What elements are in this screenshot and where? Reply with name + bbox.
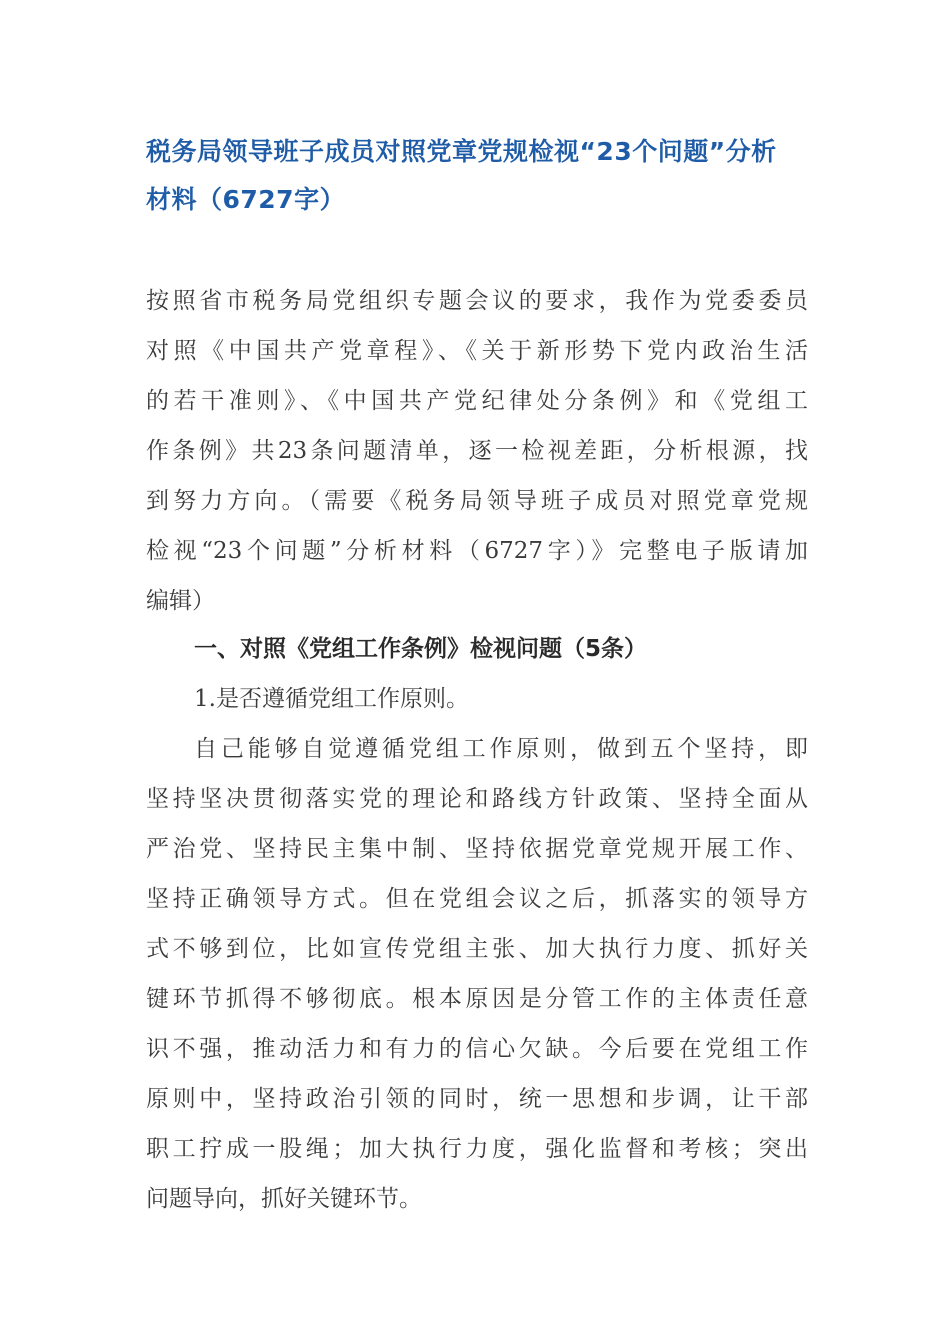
paragraph-line: 自己能够自觉遵循党组工作原则，做到五个坚持，即 <box>194 736 808 762</box>
paragraph-line: 作条例》共23条问题清单，逐一检视差距，分析根源，找 <box>146 438 808 464</box>
intro-paragraph <box>146 276 808 626</box>
paragraph-line: 坚持正确领导方式。但在党组会议之后，抓落实的领导方 <box>146 886 808 912</box>
item-body-paragraph <box>146 724 808 1224</box>
paragraph-line: 的若干准则》、《中国共产党纪律处分条例》和《党组工 <box>146 388 808 414</box>
paragraph-line: 对照《中国共产党章程》、《关于新形势下党内政治生活 <box>146 338 808 364</box>
paragraph-line: 编辑） <box>146 588 215 614</box>
paragraph-line: 检视“23个问题”分析材料（6727字）》完整电子版请加 <box>146 538 808 564</box>
paragraph-line: 原则中，坚持政治引领的同时，统一思想和步调，让干部 <box>146 1086 808 1112</box>
title-line: 税务局领导班子成员对照党章党规检视“23个问题”分析 <box>146 137 777 166</box>
paragraph-line: 职工拧成一股绳；加大执行力度，强化监督和考核；突出 <box>146 1136 808 1162</box>
paragraph-line: 严治党、坚持民主集中制、坚持依据党章党规开展工作、 <box>146 836 808 862</box>
title-line: 材料（6727字） <box>146 185 346 214</box>
paragraph-line: 问题导向，抓好关键环节。 <box>146 1186 422 1212</box>
paragraph-line: 式不够到位，比如宣传党组主张、加大执行力度、抓好关 <box>146 936 808 962</box>
paragraph-line: 坚持坚决贯彻落实党的理论和路线方针政策、坚持全面从 <box>146 786 808 812</box>
document-title <box>146 128 808 224</box>
item-heading: 1.是否遵循党组工作原则。 <box>194 686 469 712</box>
section-heading-block <box>146 624 808 724</box>
paragraph-line: 到努力方向。（需要《税务局领导班子成员对照党章党规 <box>146 488 808 514</box>
paragraph-line: 键环节抓得不够彻底。根本原因是分管工作的主体责任意 <box>146 986 808 1012</box>
paragraph-line: 识不强，推动活力和有力的信心欠缺。今后要在党组工作 <box>146 1036 808 1062</box>
paragraph-line: 按照省市税务局党组织专题会议的要求，我作为党委委员 <box>146 288 808 314</box>
section-heading: 一、对照《党组工作条例》检视问题（5条） <box>194 636 648 662</box>
